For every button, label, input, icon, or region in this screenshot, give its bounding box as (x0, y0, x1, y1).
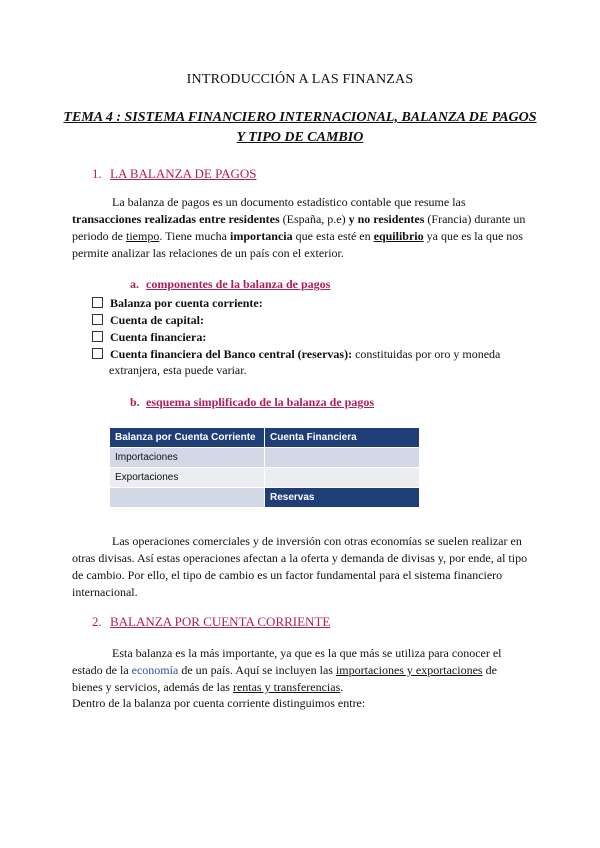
table-row (110, 448, 420, 468)
subheading-letter: b. (130, 395, 140, 409)
checkbox-icon (92, 331, 103, 342)
checkbox-icon (92, 348, 103, 359)
text: de un país. Aquí se incluyen las (178, 663, 336, 677)
item-text-continued: extranjera, esta puede variar. (109, 363, 247, 377)
table-cell (265, 468, 420, 488)
topic-heading: TEMA 4 : SISTEMA FINANCIERO INTERNACIONAL, BALANZA DE PAGOS Y TIPO DE CAMBIO (63, 110, 537, 145)
economia-link[interactable]: economía (131, 663, 179, 677)
table-row (110, 468, 420, 488)
table-cell: Importaciones (110, 448, 265, 468)
subheading-b (130, 395, 374, 410)
section-heading-1 (92, 166, 257, 182)
paragraph-distinguish: Dentro de la balanza por cuenta corriente distinguimos entre: (72, 696, 366, 710)
subheading-label: componentes de la balanza de pagos (146, 277, 331, 291)
checkbox-icon (92, 314, 103, 325)
list-item (92, 312, 532, 328)
section-label: LA BALANZA DE PAGOS (110, 166, 257, 181)
paragraph-operations (72, 533, 528, 601)
text: Las operaciones comerciales y de inversión con otras economías se suelen realizar en otras divisas. Así estas operaciones afectan a la oferta y demanda de divisas y, por ende, al tipo de cambio. Por ello, el tipo de cambio es un factor fundamental para el sistema financiero internacional. (72, 534, 528, 599)
balance-scheme-table (110, 428, 420, 508)
subheading-label: esquema simplificado de la balanza de pagos (146, 395, 375, 409)
column-header: Cuenta Financiera (265, 428, 420, 448)
item-label: Cuenta financiera del Banco central (reservas): (110, 347, 353, 361)
item-label: Cuenta de capital: (110, 313, 204, 327)
subheading-letter: a. (130, 277, 139, 291)
text: . Tiene mucha (159, 229, 230, 243)
column-header: Balanza por Cuenta Corriente (110, 428, 265, 448)
text: La balanza de pagos es un documento estadístico contable que resume las (112, 195, 466, 209)
paragraph-balanza-definition (72, 194, 528, 262)
underlined-text: tiempo (125, 229, 160, 243)
underlined-text: rentas y transferencias (232, 680, 341, 694)
bold-underlined-text: equilibrio (373, 229, 424, 243)
table-cell (110, 488, 265, 508)
section-heading-2 (92, 614, 330, 630)
section-number: 2. (92, 614, 102, 629)
item-text: constituidas por oro y moneda (352, 347, 501, 361)
paragraph-current-account (72, 645, 528, 696)
table-cell: Exportaciones (110, 468, 265, 488)
text: de bienes y servicios, además de las (72, 663, 497, 694)
bold-text: transacciones realizadas entre residentes (72, 212, 280, 226)
text: que esta esté en (292, 229, 374, 243)
text: ya que es la que nos permite analizar las relaciones de un país con el exterior. (72, 229, 523, 260)
list-item (92, 346, 532, 378)
text: Esta balanza es la más importante, ya que es la que más se utiliza para conocer el estado de la (72, 646, 502, 677)
text: . (340, 680, 344, 694)
subheading-a (130, 277, 330, 292)
list-item (92, 329, 532, 345)
table-cell: Reservas (265, 488, 420, 508)
section-number: 1. (92, 166, 102, 181)
document-title: INTRODUCCIÓN A LAS FINANZAS (186, 72, 414, 87)
table-cell (265, 448, 420, 468)
bold-text: y no residentes (348, 212, 425, 226)
item-label: Balanza por cuenta corriente: (110, 296, 263, 310)
section-label: BALANZA POR CUENTA CORRIENTE (110, 614, 331, 629)
item-label: Cuenta financiera: (110, 330, 207, 344)
list-item (92, 295, 532, 311)
table-header-row (110, 428, 420, 448)
checkbox-icon (92, 297, 103, 308)
table-row (110, 488, 420, 508)
underlined-text: importaciones y exportaciones (335, 663, 483, 677)
text: (Francia) durante un periodo de (72, 212, 526, 243)
bold-text: importancia (229, 229, 293, 243)
text: (España, p.e) (279, 212, 349, 226)
